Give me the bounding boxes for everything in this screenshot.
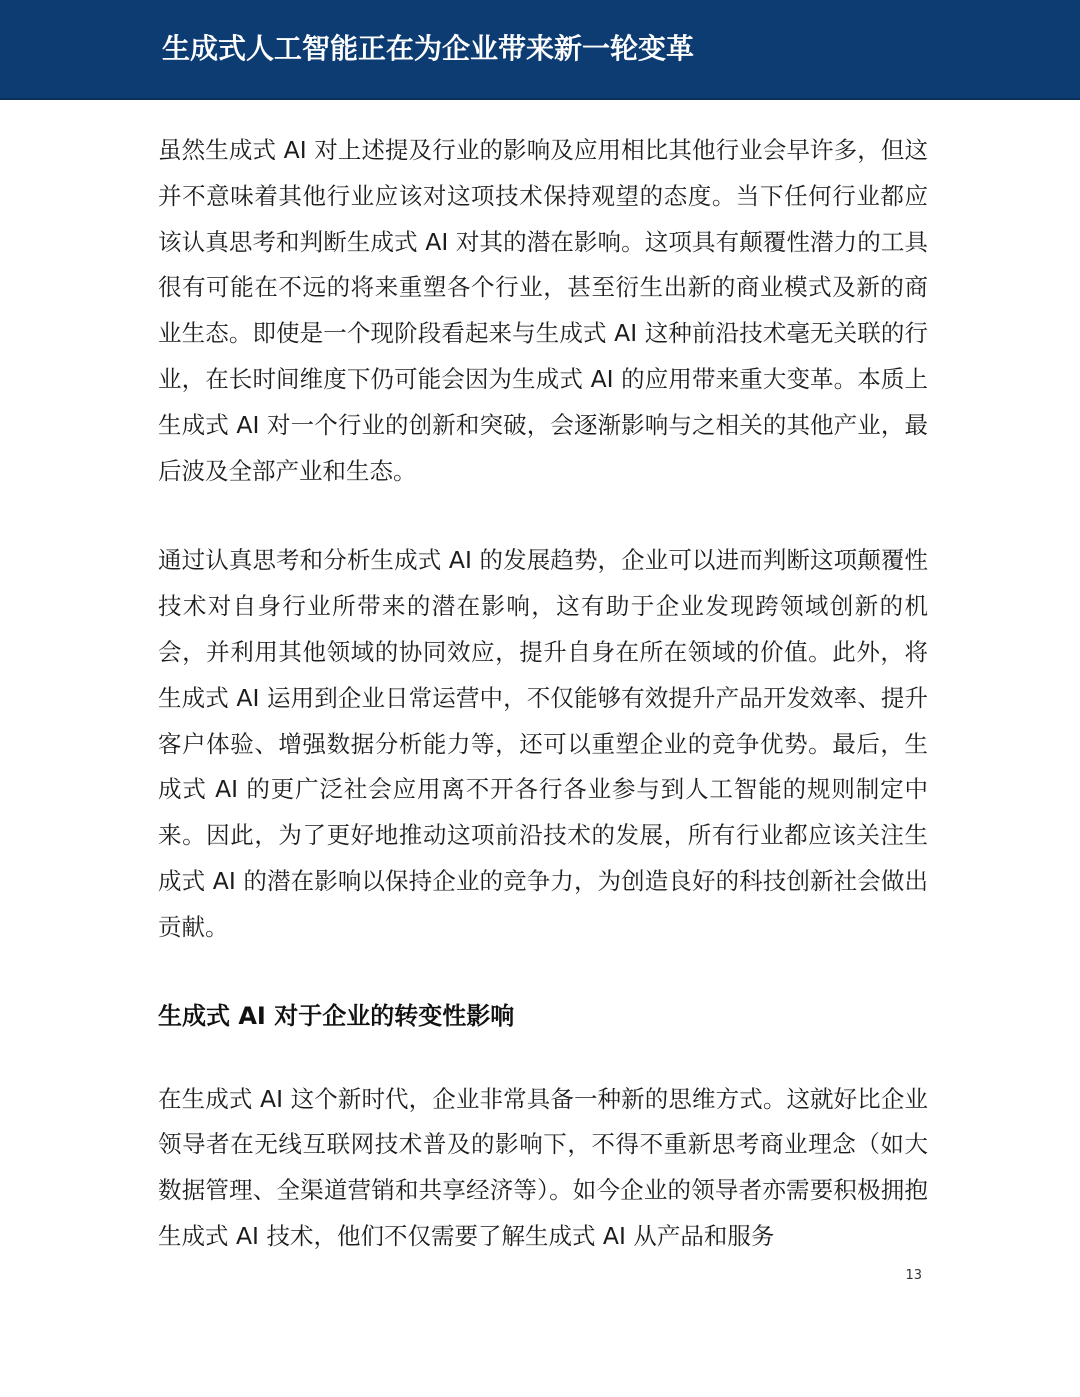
- body-paragraph-3: 在生成式 AI 这个新时代，企业非常具备一种新的思维方式。这就好比企业领导者在无线互联网技术普及的影响下，不得不重新思考商业理念（如大数据管理、全渠道营销和共享经济等）。如今企业的领导者亦需要积极拥抱生成式 AI 技术，他们不仅需要了解生成式 AI 从产品和服务: [158, 1084, 928, 1250]
- page-number: 13: [905, 1268, 922, 1283]
- section-heading: 生成式 AI 对于企业的转变性影响: [158, 1001, 515, 1030]
- body-paragraph-1: 虽然生成式 AI 对上述提及行业的影响及应用相比其他行业会早许多，但这并不意味着其他行业应该对这项技术保持观望的态度。当下任何行业都应该认真思考和判断生成式 AI 对其的潜在影响。这项具有颠覆性潜力的工具很有可能在不远的将来重塑各个行业，甚至衍生出新的商业模式及新的商业生态。即使是一个现阶段看起来与生成式 AI 这种前沿技术毫无关联的行业，在长时间维度下仍可能会因为生成式 AI 的应用带来重大变革。本质上生成式 AI 对一个行业的创新和突破，会逐渐影响与之相关的其他产业，最后波及全部产业和生态。: [158, 136, 928, 485]
- page-title: 生成式人工智能正在为企业带来新一轮变革: [162, 32, 695, 65]
- header-bar: [0, 0, 1080, 100]
- body-paragraph-2: 通过认真思考和分析生成式 AI 的发展趋势，企业可以进而判断这项颠覆性技术对自身行业所带来的潜在影响，这有助于企业发现跨领域创新的机会，并利用其他领域的协同效应，提升自身在所在领域的价值。此外，将生成式 AI 运用到企业日常运营中，不仅能够有效提升产品开发效率、提升客户体验、增强数据分析能力等，还可以重塑企业的竞争优势。最后，生成式 AI 的更广泛社会应用离不开各行各业参与到人工智能的规则制定中来。因此，为了更好地推动这项前沿技术的发展，所有行业都应该关注生成式 AI 的潜在影响以保持企业的竞争力，为创造良好的科技创新社会做出贡献。: [158, 546, 928, 941]
- document-body: [158, 128, 928, 1260]
